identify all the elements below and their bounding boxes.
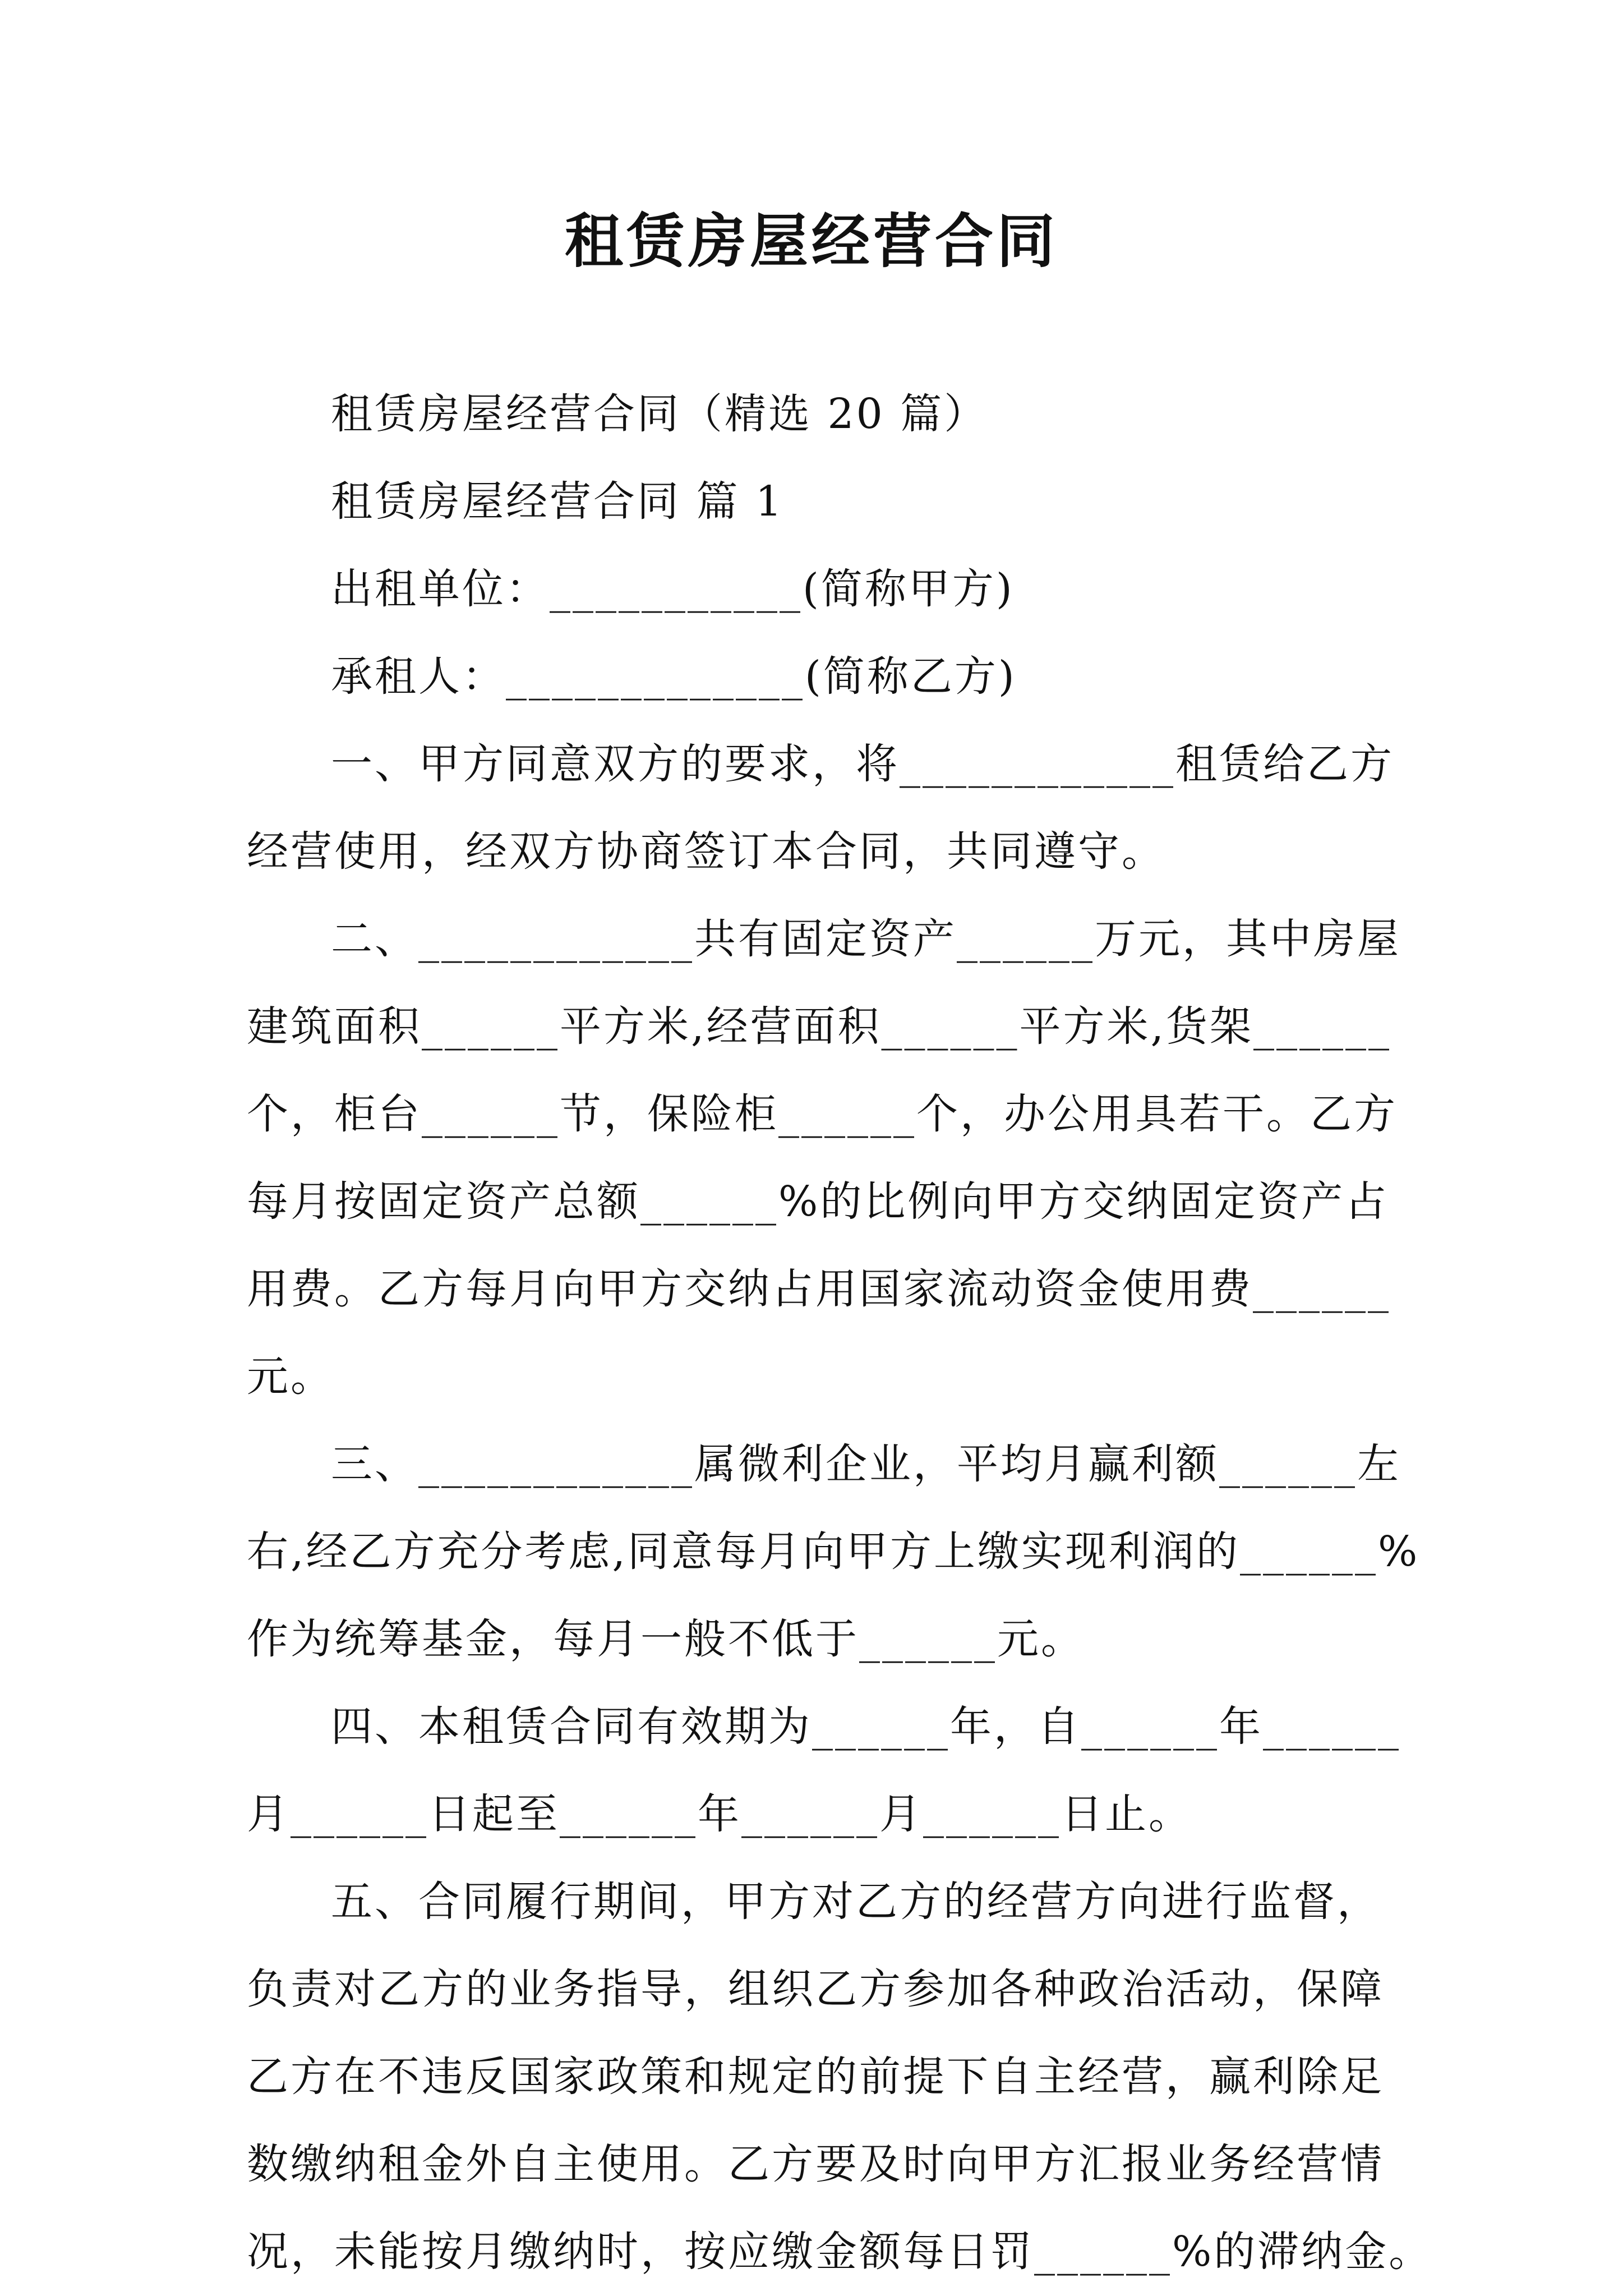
text-line: 乙方在不违反国家政策和规定的前提下自主经营，赢利除足 — [247, 2053, 1384, 2101]
text-line: 况，未能按月缴纳时，按应缴金额每日罚______%的滞纳金。 — [247, 2228, 1433, 2276]
text-line: 右,经乙方充分考虑,同意每月向甲方上缴实现利润的______% — [247, 1527, 1420, 1576]
text-line: 数缴纳租金外自主使用。乙方要及时向甲方汇报业务经营情 — [247, 2140, 1384, 2188]
text-line: 负责对乙方的业务指导，组织乙方参加各种政治活动，保障 — [247, 1965, 1384, 2013]
text-line: 承租人：_____________(简称乙方) — [331, 652, 1017, 701]
text-line: 二、____________共有固定资产______万元，其中房屋 — [331, 915, 1401, 963]
text-line: 租赁房屋经营合同 篇 1 — [331, 477, 785, 526]
text-line: 三、____________属微利企业，平均月赢利额______左 — [331, 1440, 1401, 1488]
document-body — [247, 370, 1433, 2295]
text-line: 出租单位：___________(简称甲方) — [331, 565, 1015, 613]
text-line: 建筑面积______平方米,经营面积______平方米,货架______ — [247, 1002, 1392, 1051]
text-line: 月______日起至______年______月______日止。 — [247, 1790, 1192, 1838]
text-line: 五、合同履行期间，甲方对乙方的经营方向进行监督， — [331, 1878, 1381, 1926]
text-line: 个，柜台______节，保险柜______个，办公用具若干。乙方 — [247, 1090, 1398, 1138]
text-line: 用费。乙方每月向甲方交纳占用国家流动资金使用费______ — [247, 1265, 1391, 1313]
document-title: 租赁房屋经营合同 — [564, 207, 1058, 275]
text-line: 四、本租赁合同有效期为______年，自______年______ — [331, 1703, 1401, 1751]
text-line: 经营使用，经双方协商签订本合同，共同遵守。 — [247, 827, 1165, 876]
text-line: 作为统筹基金，每月一般不低于______元。 — [247, 1615, 1085, 1663]
text-line: 元。 — [247, 1352, 334, 1401]
text-line: 一、甲方同意双方的要求，将____________租赁给乙方 — [331, 740, 1394, 788]
text-line: 每月按固定资产总额______%的比例向甲方交纳固定资产占 — [247, 1177, 1389, 1226]
text-line: 租赁房屋经营合同（精选 20 篇） — [331, 390, 988, 438]
